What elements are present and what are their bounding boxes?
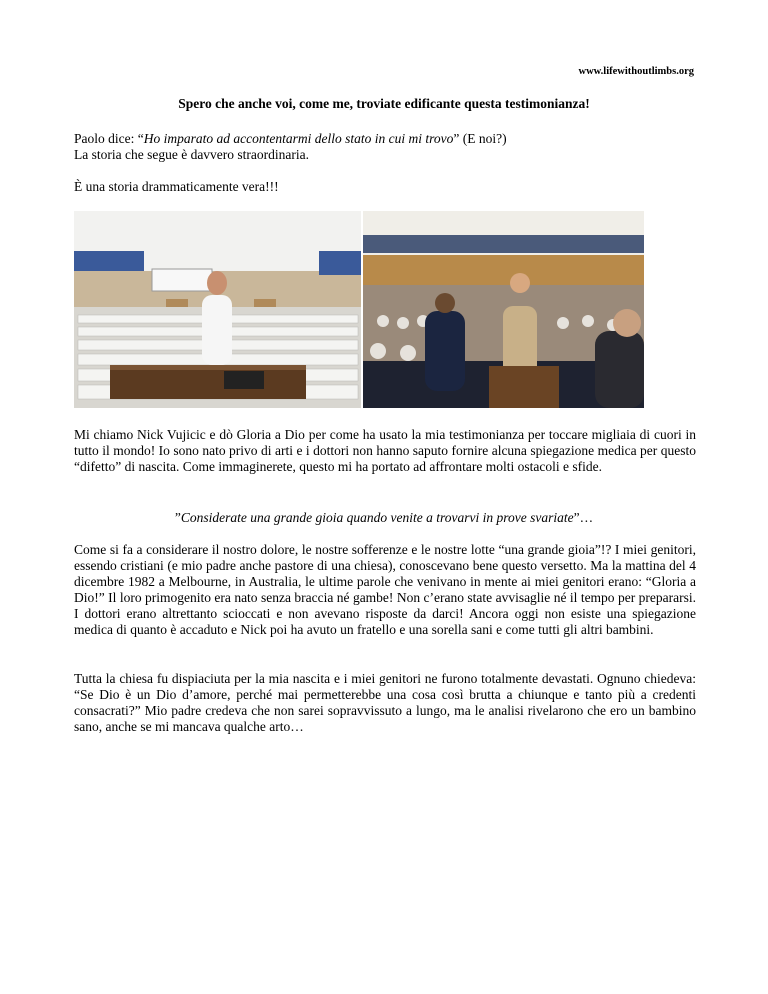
verse-open: ” (174, 510, 181, 525)
photo-auditorium-students (363, 211, 644, 408)
verse-close: ”… (573, 510, 594, 525)
paragraph-1: Mi chiamo Nick Vujicic e dò Gloria a Dio per come ha usato la mia testimonianza per toccare migliaia di cuori in tutto il mondo! Io sono nato privo di arti e i dottori non hanno saputo fornire alcuna spiegazione medica per questo “difetto” di nascita. Come immaginerete, questo mi ha portato ad affrontare molti ostacoli e sfide. (74, 427, 696, 474)
intro-line-2: La storia che segue è davvero straordinaria. (74, 147, 310, 162)
paragraph-3: Tutta la chiesa fu dispiaciuta per la mia nascita e i miei genitori ne furono totalmente devastati. Ognuno chiedeva: “Se Dio è un Dio d’amore, perché mai permetterebbe una cosa così brutta a chiunque e tanto più a credenti consacrati?” Mio padre credeva che non sarei sopravvissuto a lungo, ma le analisi rivelarono che ero un bambino sano, anche se mi mancava qualche arto… (74, 671, 696, 734)
photo-auditorium-empty (74, 211, 361, 408)
intro-line-3: È una storia drammaticamente vera!!! (74, 179, 279, 194)
verse-quote (0, 510, 768, 526)
quote-italic: Ho imparato ad accontentarmi dello stato in cui mi trovo (143, 131, 454, 146)
quote-suffix: ” (E noi?) (453, 131, 507, 146)
intro-block (74, 131, 696, 195)
intro-line-1 (74, 131, 696, 147)
photo-strip (74, 211, 644, 408)
paragraph-2: Come si fa a considerare il nostro dolore, le nostre sofferenze e le nostre lotte “una grande gioia”!? I miei genitori, essendo cristiani (e mio padre anche pastore di una chiesa), conoscevano bene questo versetto. Ma la mattina del 4 dicembre 1982 a Melbourne, in Australia, le ultime parole che venivano in mente ai miei genitori erano: “Gloria a Dio!” Il loro primogenito era nato senza braccia né gambe! Non c’erano state avvisaglie né il tempo per prepararsi. I dottori erano altrettanto scioccati e non avevano risposte da darci! Ancora oggi non esiste una spiegazione medica di quanto è accaduto e Nick poi ha avuto un fratello e una sorella sani e come tutti gli altri bambini. (74, 542, 696, 637)
verse-italic: Considerate una grande gioia quando venite a trovarvi in prove svariate (180, 510, 574, 525)
quote-prefix: Paolo dice: “ (74, 131, 144, 146)
page-heading: Spero che anche voi, come me, troviate edificante questa testimonianza! (178, 96, 590, 111)
website-url: www.lifewithoutlimbs.org (578, 66, 694, 77)
